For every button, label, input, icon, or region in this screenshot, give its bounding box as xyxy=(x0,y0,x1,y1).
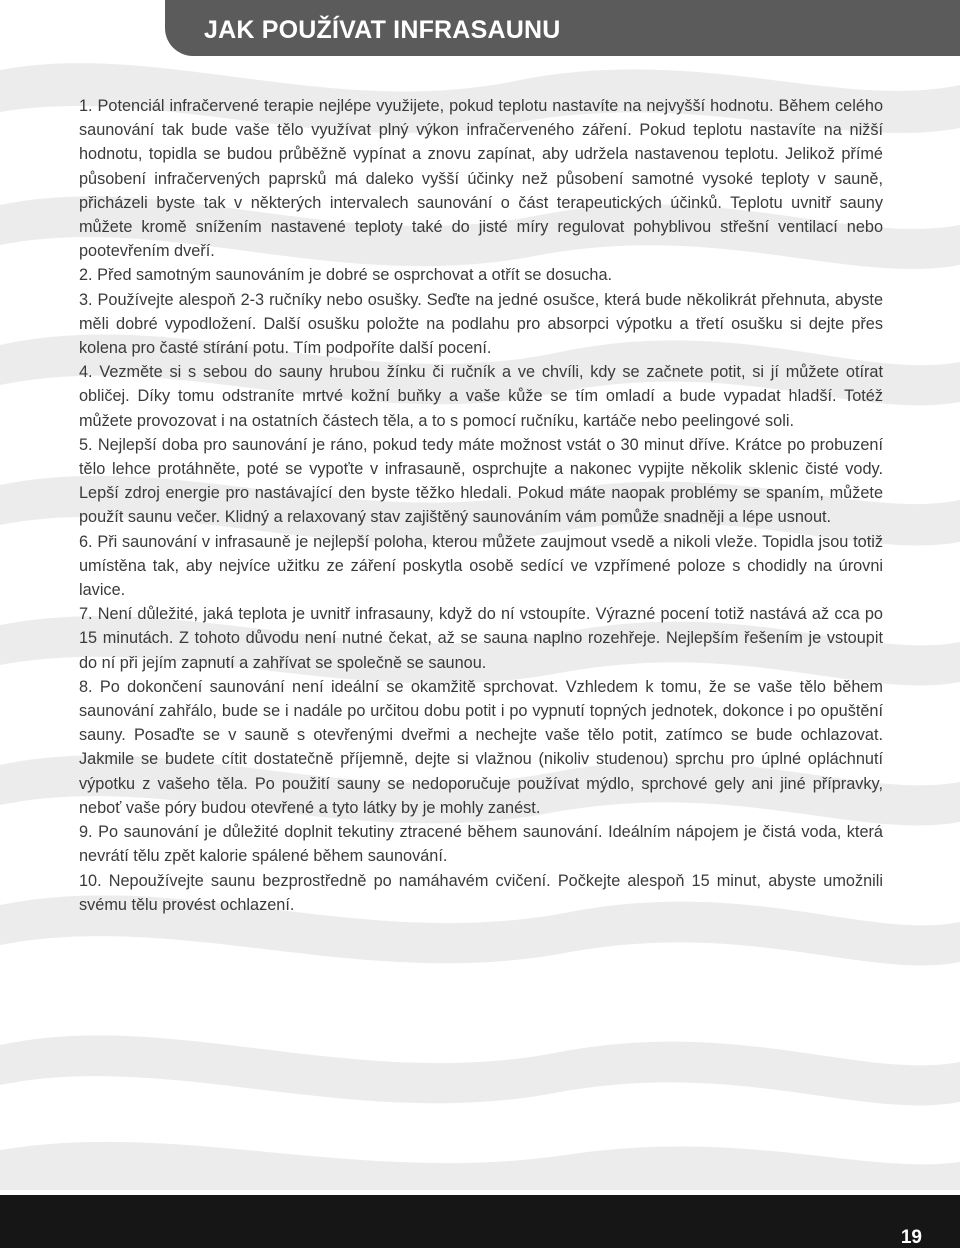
instruction-item-4: 4. Vezměte si s sebou do sauny hrubou žínku či ručník a ve chvíli, kdy se začnete potit, si jí můžete otírat obličej. Díky tomu odstraníte mrtvé kožní buňky a vaše kůže se tím omladí a bude vypadat hladší. Totéž můžete provozovat i na ostatních částech těla, a to s pomocí ručníku, kartáče nebo peelingové soli. xyxy=(79,363,883,430)
instruction-item-10: 10. Nepoužívejte saunu bezprostředně po namáhavém cvičení. Počkejte alespoň 15 minut, abyste umožnili svému tělu provést ochlazení. xyxy=(79,871,883,914)
page-title: JAK POUŽÍVAT INFRASAUNU xyxy=(204,16,561,44)
instruction-item-1: 1. Potenciál infračervené terapie nejlépe využijete, pokud teplotu nastavíte na nejvyšší hodnotu. Během celého saunování tak bude vaše tělo využívat plný výkon infračerveného záření. Pokud teplotu nastavíte na nižší hodnotu, topidla se budou průběžně vypínat a znovu zapínat, aby udržela nastavenou teplotu. Jelikož přímé působení infračervených paprsků má daleko vyšší účinky než působení samotné vysoké teploty v sauně, přicházeli byste tak v některých intervalech saunování o část terapeutických účinků. Teplotu uvnitř sauny můžete kromě snížením nastavené teploty také do jisté míry regulovat pohyblivou střešní ventilací nebo pootevřením dveří. xyxy=(79,97,883,261)
instruction-item-6: 6. Při saunování v infrasauně je nejlepší poloha, kterou můžete zaujmout vsedě a nikoli vleže. Topidla jsou totiž umístěna tak, aby nejvíce užitku ze záření poskytla osobě sedící ve vzpřímené poloze s chodidly na úrovni lavice. xyxy=(79,532,883,600)
instruction-item-7: 7. Není důležité, jaká teplota je uvnitř infrasauny, když do ní vstoupíte. Výrazné pocení totiž nastává až cca po 15 minutách. Z tohoto důvodu není nutné čekat, až se sauna naplno rozehřeje. Nejlepším řešením je vstoupit do ní při jejím zapnutí a zahřívat se společně se saunou. xyxy=(79,605,883,672)
instruction-item-2: 2. Před samotným saunováním je dobré se osprchovat a otřít se dosucha. xyxy=(79,266,613,285)
instruction-item-8: 8. Po dokončení saunování není ideální se okamžitě sprchovat. Vzhledem k tomu, že se vaše tělo během saunování zahřálo, bude se i nadále po určitou dobu potit i po vypnutí topných jednotek, dokonce i po opuštění sauny. Posaďte se v sauně s otevřenými dveřmi a nechejte vaše tělo potit, zatímco se bude ochlazovat. Jakmile se budete cítit dostatečně příjemně, dejte si vlažnou (nikoliv studenou) sprchu pro úplné opláchnutí výpotku z vašeho těla. Po použití sauny se nedoporučuje používat mýdlo, sprchové gely ani jiné přípravky, neboť vaše póry budou otevřené a tyto látky by je mohly zanést. xyxy=(79,677,883,817)
instruction-item-5: 5. Nejlepší doba pro saunování je ráno, pokud tedy máte možnost vstát o 30 minut dříve. Krátce po probuzení tělo lehce protáhněte, poté se vypoťte v infrasauně, osprchujte a nakonec vypijte několik sklenic čisté vody. Lepší zdroj energie pro nastávající den byste těžko hledali. Pokud máte naopak problémy se spaním, můžete použít saunu večer. Klidný a relaxovaný stav zajištěný saunováním vám pomůže snadněji a lépe usnout. xyxy=(79,435,883,527)
instruction-item-3: 3. Používejte alespoň 2-3 ručníky nebo osušky. Seďte na jedné osušce, která bude několikrát přehnuta, abyste měli dobré vypodložení. Další osušku položte na podlahu pro absorpci výpotku a třetí osušku si dejte přes kolena pro časté stírání potu. Tím podpoříte další pocení. xyxy=(79,290,883,358)
body-text xyxy=(79,94,883,917)
page-number: 19 xyxy=(900,1227,922,1248)
instruction-item-9: 9. Po saunování je důležité doplnit tekutiny ztracené během saunování. Ideálním nápojem je čistá voda, která nevrátí tělu zpět kalorie spálené během saunování. xyxy=(79,823,883,866)
footer-bar xyxy=(0,1195,960,1248)
